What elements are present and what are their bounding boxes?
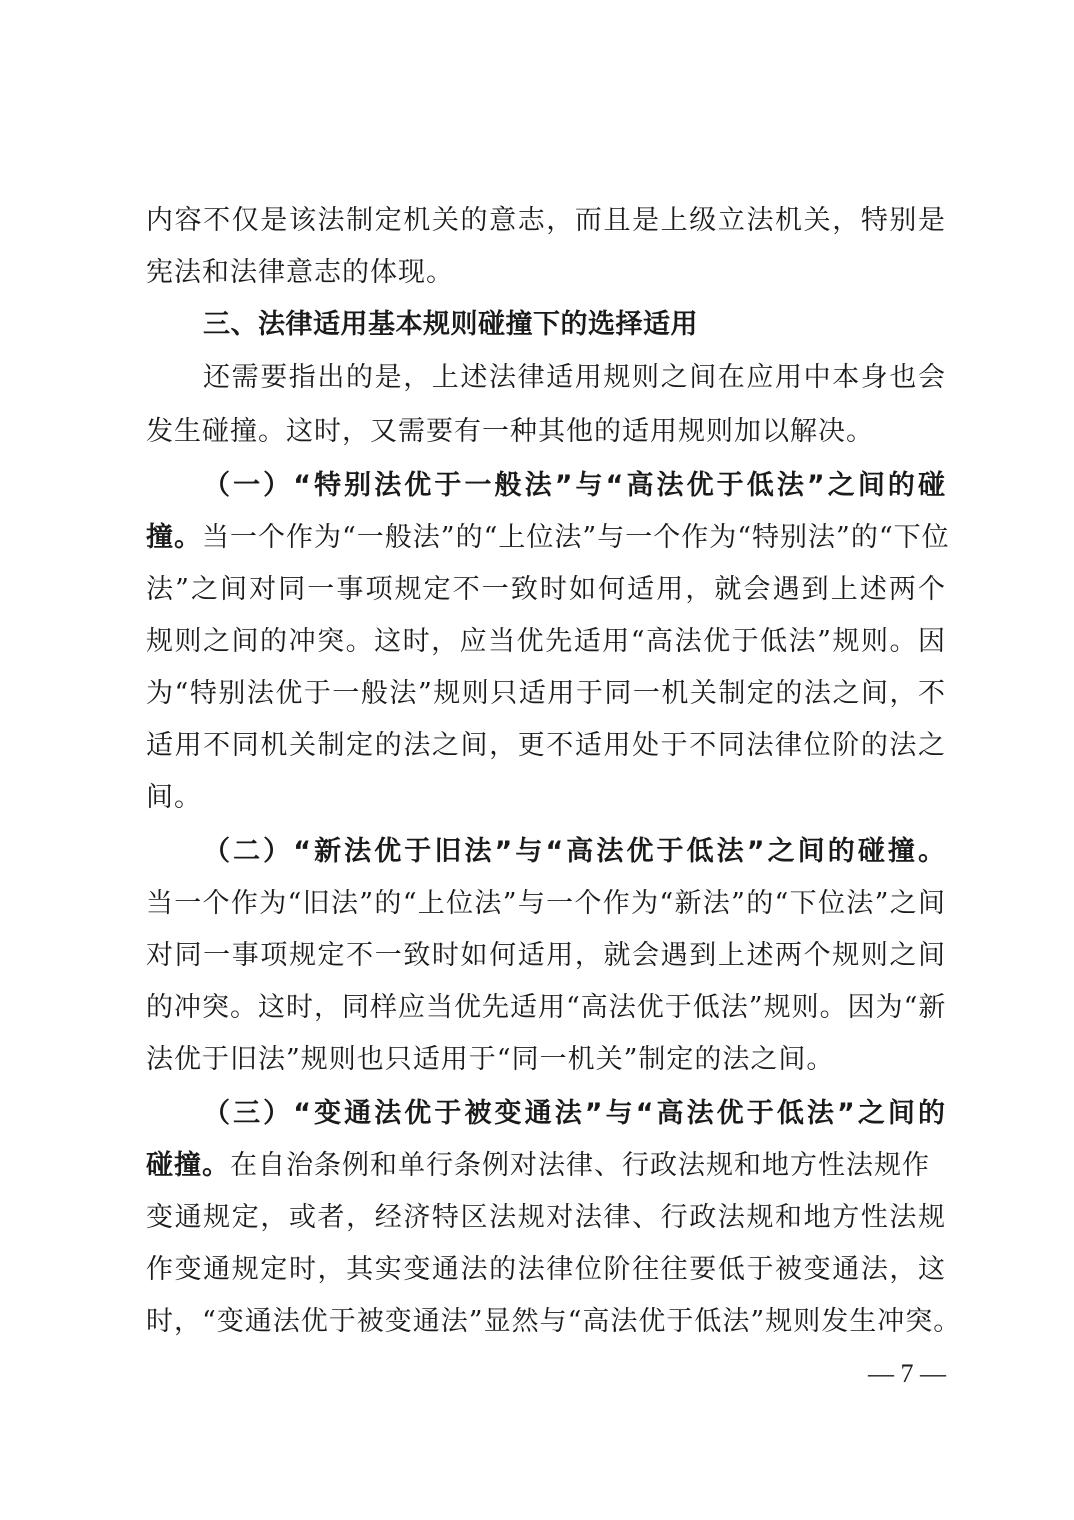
body-line: 对同一事项规定不一致时如何适用，就会遇到上述两个规则之间 <box>146 940 946 971</box>
body-line: 法”之间对同一事项规定不一致时如何适用，就会遇到上述两个 <box>146 574 946 605</box>
body-text: 在自治条例和单行条例对法律、行政法规和地方性法规作 <box>230 1150 930 1181</box>
subheading-text: （三）“变通法优于被变通法”与“高法优于低法”之间的 <box>203 1098 946 1129</box>
subheading-text: （二）“新法优于旧法”与“高法优于低法”之间的碰撞。 <box>203 836 946 867</box>
body-line: 作变通规定时，其实变通法的法律位阶往往要低于被变通法，这 <box>146 1254 946 1285</box>
body-line: 变通规定，或者，经济特区法规对法律、行政法规和地方性法规 <box>146 1202 946 1233</box>
subheading-text: （一）“特别法优于一般法”与“高法优于低法”之间的碰 <box>203 470 946 501</box>
body-line: 规则之间的冲突。这时，应当优先适用“高法优于低法”规则。因 <box>146 626 946 657</box>
body-line: 的冲突。这时，同样应当优先适用“高法优于低法”规则。因为“新 <box>146 992 947 1023</box>
subheading-line <box>203 1088 946 1140</box>
body-line <box>146 1140 946 1192</box>
body-line: 适用不同机关制定的法之间，更不适用处于不同法律位阶的法之 <box>146 730 946 761</box>
body-line: 时，“变通法优于被变通法”显然与“高法优于低法”规则发生冲突。 <box>146 1306 962 1337</box>
body-line: 法优于旧法”规则也只适用于“同一机关”制定的法之间。 <box>146 1044 835 1075</box>
body-text: 当一个作为“一般法”的“上位法”与一个作为“特别法”的“下位 <box>202 522 950 553</box>
section-heading: 三、法律适用基本规则碰撞下的选择适用 <box>203 309 698 340</box>
body-line: 当一个作为“旧法”的“上位法”与一个作为“新法”的“下位法”之间 <box>146 888 946 919</box>
body-line: 为“特别法优于一般法”规则只适用于同一机关制定的法之间，不 <box>146 678 946 709</box>
subheading-line <box>203 826 946 878</box>
body-line: 宪法和法律意志的体现。 <box>146 257 454 288</box>
subheading-line <box>203 460 946 512</box>
body-line: 间。 <box>146 782 202 813</box>
body-line: 内容不仅是该法制定机关的意志，而且是上级立法机关，特别是 <box>146 205 946 236</box>
body-line: 发生碰撞。这时，又需要有一种其他的适用规则加以解决。 <box>146 416 874 447</box>
body-line: 还需要指出的是，上述法律适用规则之间在应用中本身也会 <box>203 362 946 393</box>
subheading-text-end: 碰撞。 <box>146 1150 230 1181</box>
subheading-text-end: 撞。 <box>146 522 202 553</box>
page-number: — 7 — <box>868 1359 946 1388</box>
body-line <box>146 512 950 564</box>
